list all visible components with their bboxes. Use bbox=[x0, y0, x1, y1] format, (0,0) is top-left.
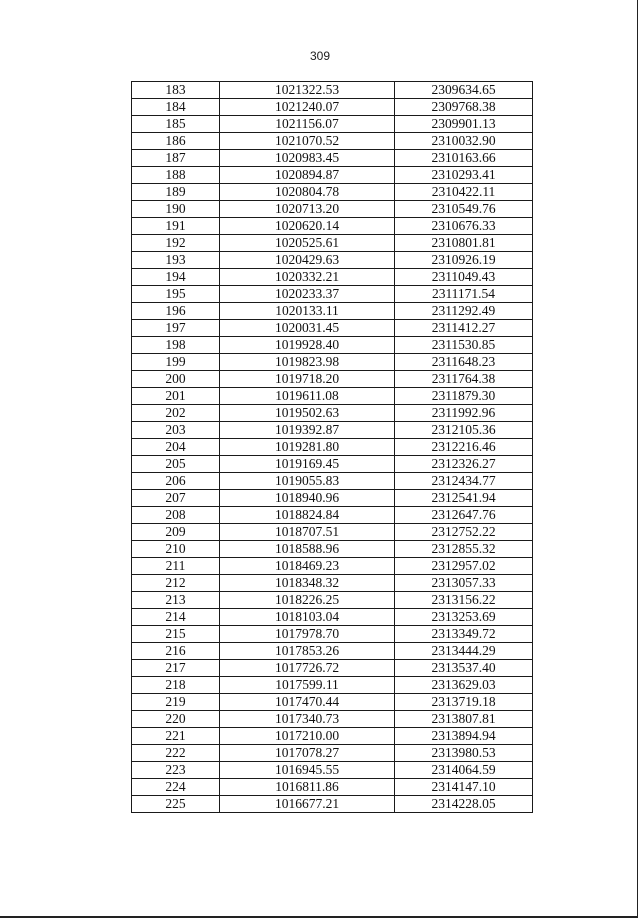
x-coordinate-cell: 1019823.98 bbox=[220, 354, 395, 371]
point-number-cell: 209 bbox=[132, 524, 220, 541]
y-coordinate-cell: 2309634.65 bbox=[395, 82, 533, 99]
table-row bbox=[132, 405, 533, 422]
x-coordinate-cell: 1016677.21 bbox=[220, 796, 395, 813]
table-row bbox=[132, 320, 533, 337]
point-number-cell: 196 bbox=[132, 303, 220, 320]
table-row bbox=[132, 99, 533, 116]
table-row bbox=[132, 269, 533, 286]
x-coordinate-cell: 1018824.84 bbox=[220, 507, 395, 524]
y-coordinate-cell: 2312216.46 bbox=[395, 439, 533, 456]
point-number-cell: 214 bbox=[132, 609, 220, 626]
point-number-cell: 215 bbox=[132, 626, 220, 643]
x-coordinate-cell: 1019611.08 bbox=[220, 388, 395, 405]
table-row bbox=[132, 558, 533, 575]
y-coordinate-cell: 2314147.10 bbox=[395, 779, 533, 796]
x-coordinate-cell: 1018469.23 bbox=[220, 558, 395, 575]
point-number-cell: 202 bbox=[132, 405, 220, 422]
point-number-cell: 186 bbox=[132, 133, 220, 150]
x-coordinate-cell: 1017210.00 bbox=[220, 728, 395, 745]
table-row bbox=[132, 150, 533, 167]
table-row bbox=[132, 490, 533, 507]
point-number-cell: 203 bbox=[132, 422, 220, 439]
point-number-cell: 195 bbox=[132, 286, 220, 303]
table-row bbox=[132, 303, 533, 320]
x-coordinate-cell: 1020804.78 bbox=[220, 184, 395, 201]
x-coordinate-cell: 1021156.07 bbox=[220, 116, 395, 133]
x-coordinate-cell: 1020525.61 bbox=[220, 235, 395, 252]
y-coordinate-cell: 2312105.36 bbox=[395, 422, 533, 439]
point-number-cell: 207 bbox=[132, 490, 220, 507]
table-row bbox=[132, 643, 533, 660]
coordinates-table bbox=[131, 81, 533, 813]
table-row bbox=[132, 82, 533, 99]
y-coordinate-cell: 2310032.90 bbox=[395, 133, 533, 150]
point-number-cell: 199 bbox=[132, 354, 220, 371]
point-number-cell: 193 bbox=[132, 252, 220, 269]
point-number-cell: 224 bbox=[132, 779, 220, 796]
x-coordinate-cell: 1018348.32 bbox=[220, 575, 395, 592]
table-row bbox=[132, 592, 533, 609]
x-coordinate-cell: 1018103.04 bbox=[220, 609, 395, 626]
table-row bbox=[132, 762, 533, 779]
y-coordinate-cell: 2311292.49 bbox=[395, 303, 533, 320]
x-coordinate-cell: 1021322.53 bbox=[220, 82, 395, 99]
x-coordinate-cell: 1021240.07 bbox=[220, 99, 395, 116]
point-number-cell: 208 bbox=[132, 507, 220, 524]
point-number-cell: 218 bbox=[132, 677, 220, 694]
y-coordinate-cell: 2312752.22 bbox=[395, 524, 533, 541]
table-row bbox=[132, 677, 533, 694]
y-coordinate-cell: 2310422.11 bbox=[395, 184, 533, 201]
x-coordinate-cell: 1017340.73 bbox=[220, 711, 395, 728]
page-number: 309 bbox=[309, 49, 331, 63]
point-number-cell: 189 bbox=[132, 184, 220, 201]
table-row bbox=[132, 201, 533, 218]
y-coordinate-cell: 2313349.72 bbox=[395, 626, 533, 643]
x-coordinate-cell: 1020429.63 bbox=[220, 252, 395, 269]
table-row bbox=[132, 133, 533, 150]
table-row bbox=[132, 252, 533, 269]
point-number-cell: 210 bbox=[132, 541, 220, 558]
table-row bbox=[132, 507, 533, 524]
table-row bbox=[132, 711, 533, 728]
table-row bbox=[132, 235, 533, 252]
x-coordinate-cell: 1017978.70 bbox=[220, 626, 395, 643]
y-coordinate-cell: 2310163.66 bbox=[395, 150, 533, 167]
y-coordinate-cell: 2309768.38 bbox=[395, 99, 533, 116]
y-coordinate-cell: 2312541.94 bbox=[395, 490, 533, 507]
point-number-cell: 184 bbox=[132, 99, 220, 116]
table-row bbox=[132, 184, 533, 201]
table-row bbox=[132, 116, 533, 133]
point-number-cell: 200 bbox=[132, 371, 220, 388]
table-row bbox=[132, 728, 533, 745]
y-coordinate-cell: 2313894.94 bbox=[395, 728, 533, 745]
y-coordinate-cell: 2313807.81 bbox=[395, 711, 533, 728]
x-coordinate-cell: 1017853.26 bbox=[220, 643, 395, 660]
table-row bbox=[132, 439, 533, 456]
point-number-cell: 192 bbox=[132, 235, 220, 252]
y-coordinate-cell: 2311648.23 bbox=[395, 354, 533, 371]
x-coordinate-cell: 1019392.87 bbox=[220, 422, 395, 439]
y-coordinate-cell: 2312434.77 bbox=[395, 473, 533, 490]
x-coordinate-cell: 1017078.27 bbox=[220, 745, 395, 762]
point-number-cell: 217 bbox=[132, 660, 220, 677]
table-row bbox=[132, 354, 533, 371]
x-coordinate-cell: 1020620.14 bbox=[220, 218, 395, 235]
point-number-cell: 185 bbox=[132, 116, 220, 133]
y-coordinate-cell: 2313156.22 bbox=[395, 592, 533, 609]
x-coordinate-cell: 1018226.25 bbox=[220, 592, 395, 609]
coordinates-table-body bbox=[132, 82, 533, 813]
table-row bbox=[132, 745, 533, 762]
x-coordinate-cell: 1020133.11 bbox=[220, 303, 395, 320]
table-row bbox=[132, 575, 533, 592]
y-coordinate-cell: 2312326.27 bbox=[395, 456, 533, 473]
y-coordinate-cell: 2313980.53 bbox=[395, 745, 533, 762]
table-row bbox=[132, 371, 533, 388]
point-number-cell: 205 bbox=[132, 456, 220, 473]
x-coordinate-cell: 1021070.52 bbox=[220, 133, 395, 150]
y-coordinate-cell: 2310801.81 bbox=[395, 235, 533, 252]
point-number-cell: 190 bbox=[132, 201, 220, 218]
point-number-cell: 198 bbox=[132, 337, 220, 354]
y-coordinate-cell: 2310549.76 bbox=[395, 201, 533, 218]
y-coordinate-cell: 2314228.05 bbox=[395, 796, 533, 813]
point-number-cell: 204 bbox=[132, 439, 220, 456]
y-coordinate-cell: 2310293.41 bbox=[395, 167, 533, 184]
point-number-cell: 206 bbox=[132, 473, 220, 490]
table-row bbox=[132, 456, 533, 473]
table-row bbox=[132, 796, 533, 813]
y-coordinate-cell: 2313719.18 bbox=[395, 694, 533, 711]
point-number-cell: 220 bbox=[132, 711, 220, 728]
y-coordinate-cell: 2310926.19 bbox=[395, 252, 533, 269]
point-number-cell: 213 bbox=[132, 592, 220, 609]
table-row bbox=[132, 473, 533, 490]
y-coordinate-cell: 2313444.29 bbox=[395, 643, 533, 660]
x-coordinate-cell: 1017726.72 bbox=[220, 660, 395, 677]
point-number-cell: 222 bbox=[132, 745, 220, 762]
y-coordinate-cell: 2312957.02 bbox=[395, 558, 533, 575]
x-coordinate-cell: 1020031.45 bbox=[220, 320, 395, 337]
point-number-cell: 187 bbox=[132, 150, 220, 167]
table-row bbox=[132, 286, 533, 303]
x-coordinate-cell: 1017470.44 bbox=[220, 694, 395, 711]
y-coordinate-cell: 2313537.40 bbox=[395, 660, 533, 677]
table-row bbox=[132, 626, 533, 643]
point-number-cell: 212 bbox=[132, 575, 220, 592]
x-coordinate-cell: 1016945.55 bbox=[220, 762, 395, 779]
table-row bbox=[132, 779, 533, 796]
x-coordinate-cell: 1018940.96 bbox=[220, 490, 395, 507]
x-coordinate-cell: 1020894.87 bbox=[220, 167, 395, 184]
point-number-cell: 211 bbox=[132, 558, 220, 575]
table-row bbox=[132, 660, 533, 677]
y-coordinate-cell: 2314064.59 bbox=[395, 762, 533, 779]
y-coordinate-cell: 2311764.38 bbox=[395, 371, 533, 388]
table-row bbox=[132, 609, 533, 626]
point-number-cell: 221 bbox=[132, 728, 220, 745]
point-number-cell: 223 bbox=[132, 762, 220, 779]
point-number-cell: 197 bbox=[132, 320, 220, 337]
x-coordinate-cell: 1018588.96 bbox=[220, 541, 395, 558]
table-row bbox=[132, 337, 533, 354]
table-row bbox=[132, 694, 533, 711]
x-coordinate-cell: 1019055.83 bbox=[220, 473, 395, 490]
y-coordinate-cell: 2311171.54 bbox=[395, 286, 533, 303]
y-coordinate-cell: 2310676.33 bbox=[395, 218, 533, 235]
x-coordinate-cell: 1019169.45 bbox=[220, 456, 395, 473]
y-coordinate-cell: 2311530.85 bbox=[395, 337, 533, 354]
point-number-cell: 188 bbox=[132, 167, 220, 184]
y-coordinate-cell: 2309901.13 bbox=[395, 116, 533, 133]
y-coordinate-cell: 2313057.33 bbox=[395, 575, 533, 592]
x-coordinate-cell: 1020332.21 bbox=[220, 269, 395, 286]
x-coordinate-cell: 1016811.86 bbox=[220, 779, 395, 796]
y-coordinate-cell: 2313629.03 bbox=[395, 677, 533, 694]
point-number-cell: 201 bbox=[132, 388, 220, 405]
y-coordinate-cell: 2312647.76 bbox=[395, 507, 533, 524]
y-coordinate-cell: 2311049.43 bbox=[395, 269, 533, 286]
point-number-cell: 194 bbox=[132, 269, 220, 286]
x-coordinate-cell: 1020983.45 bbox=[220, 150, 395, 167]
x-coordinate-cell: 1020713.20 bbox=[220, 201, 395, 218]
point-number-cell: 219 bbox=[132, 694, 220, 711]
point-number-cell: 216 bbox=[132, 643, 220, 660]
y-coordinate-cell: 2313253.69 bbox=[395, 609, 533, 626]
table-row bbox=[132, 167, 533, 184]
y-coordinate-cell: 2311412.27 bbox=[395, 320, 533, 337]
point-number-cell: 183 bbox=[132, 82, 220, 99]
x-coordinate-cell: 1017599.11 bbox=[220, 677, 395, 694]
x-coordinate-cell: 1019928.40 bbox=[220, 337, 395, 354]
x-coordinate-cell: 1020233.37 bbox=[220, 286, 395, 303]
table-row bbox=[132, 422, 533, 439]
x-coordinate-cell: 1019281.80 bbox=[220, 439, 395, 456]
x-coordinate-cell: 1019502.63 bbox=[220, 405, 395, 422]
y-coordinate-cell: 2312855.32 bbox=[395, 541, 533, 558]
x-coordinate-cell: 1018707.51 bbox=[220, 524, 395, 541]
point-number-cell: 191 bbox=[132, 218, 220, 235]
point-number-cell: 225 bbox=[132, 796, 220, 813]
y-coordinate-cell: 2311879.30 bbox=[395, 388, 533, 405]
x-coordinate-cell: 1019718.20 bbox=[220, 371, 395, 388]
table-row bbox=[132, 541, 533, 558]
table-row bbox=[132, 524, 533, 541]
table-row bbox=[132, 218, 533, 235]
table-row bbox=[132, 388, 533, 405]
y-coordinate-cell: 2311992.96 bbox=[395, 405, 533, 422]
